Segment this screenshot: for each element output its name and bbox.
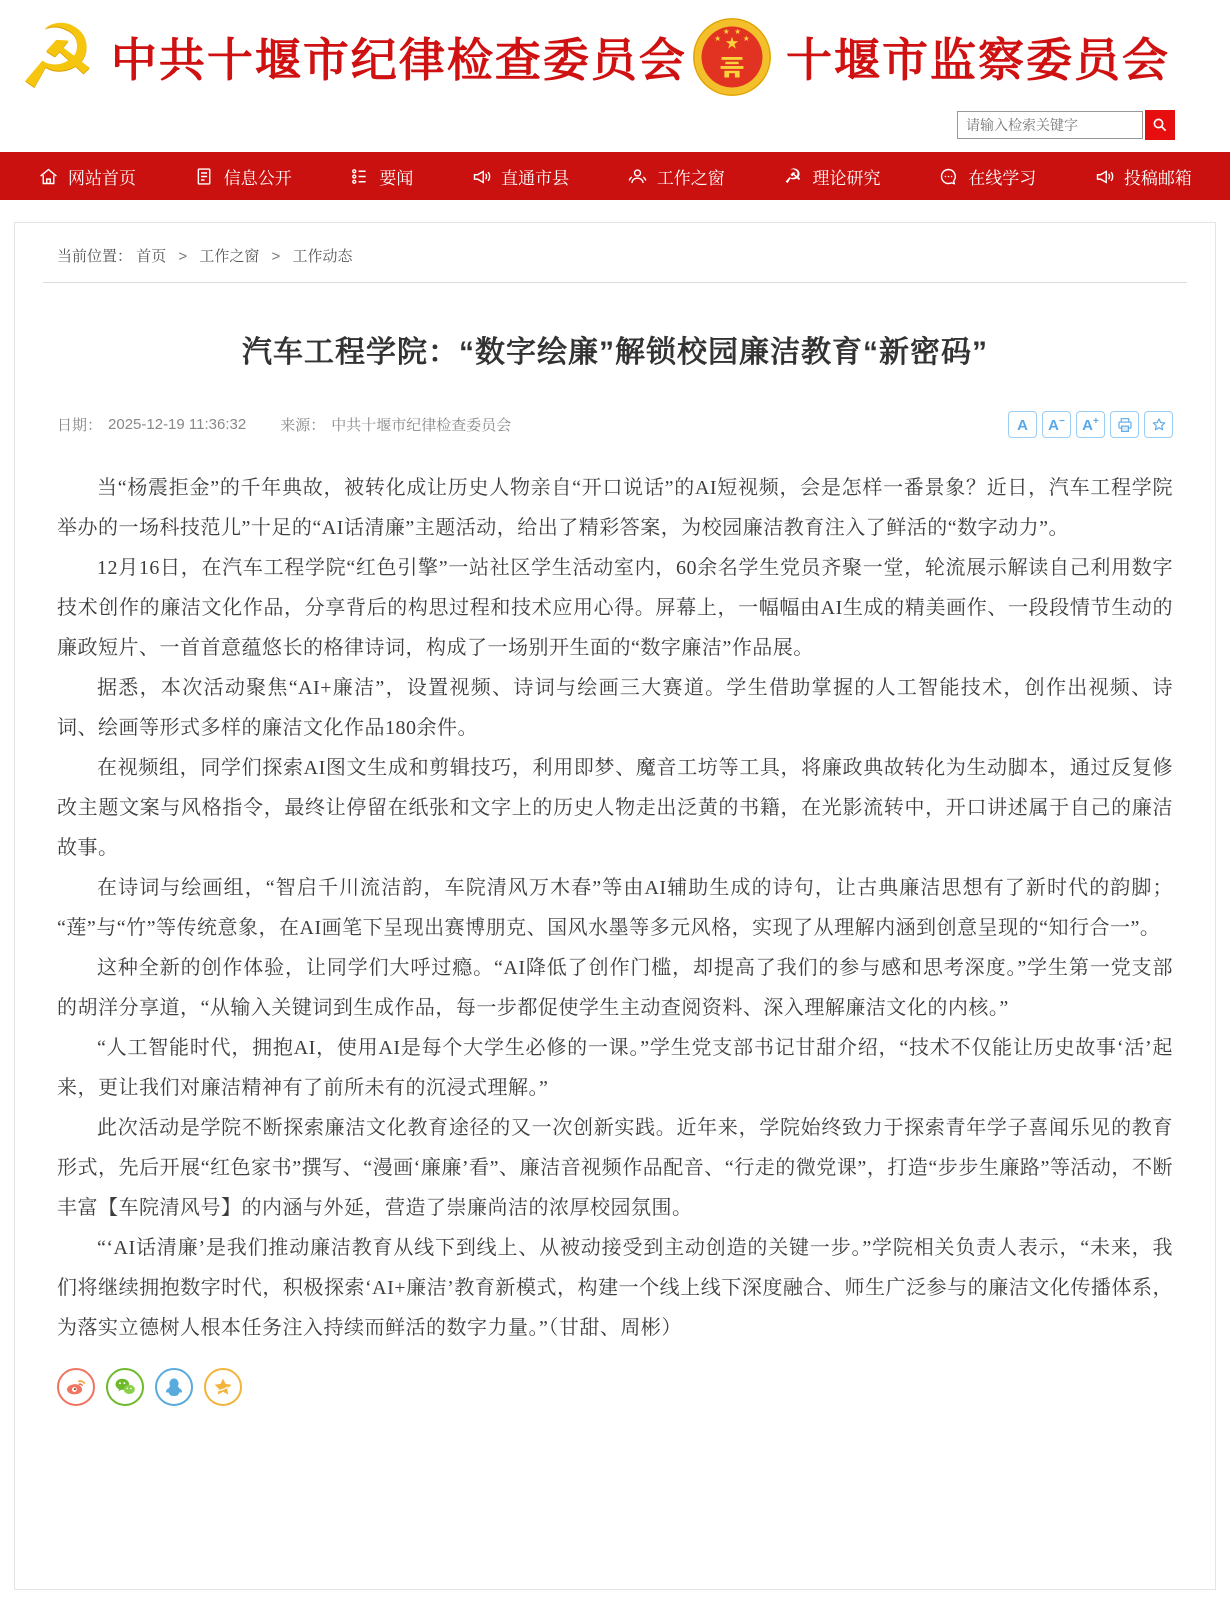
share-bar [57,1368,1173,1406]
paragraph: 当“杨震拒金”的千年典故，被转化成让历史人物亲自“开口说话”的AI短视频，会是怎样一番景象？近日，汽车工程学院举办的一场科技范儿”十足的“AI话清廉”主题活动，给出了精彩答案，为校园廉洁教育注入了鲜活的“数字动力”。 [57,477,1173,539]
megaphone-icon [471,166,492,187]
nav-item-home[interactable] [38,164,136,189]
nav-item-online-learning[interactable] [938,164,1036,189]
article-body [57,468,1173,1348]
chat-icon [938,166,959,187]
breadcrumb-separator: > [271,248,281,265]
search-bar [0,100,1230,152]
news-list-icon [349,166,370,187]
plus-sign: + [1093,416,1099,427]
party-emblem-icon: ☭ [18,5,97,108]
paragraph: 在诗词与绘画组，“智启千川流洁韵，车院清风万木春”等由AI辅助生成的诗句，让古典廉洁思想有了新时代的韵脚；“莲”与“竹”等传统意象，在AI画笔下呈现出赛博朋克、国风水墨等多元风格，实现了从理解内涵到创意呈现的“知行合一”。 [57,877,1173,939]
paragraph: 这种全新的创作体验，让同学们大呼过瘾。“AI降低了创作门槛，却提高了我们的参与感和思考深度。”学生第一党支部的胡洋分享道，“从输入关键词到生成作品，每一步都促使学生主动查阅资料、深入理解廉洁文化的内核。” [57,957,1173,1019]
nav-label: 在线学习 [968,168,1037,188]
paragraph: 据悉，本次活动聚焦“AI+廉洁”，设置视频、诗词与绘画三大赛道。学生借助掌握的人工智能技术，创作出视频、诗词、绘画等形式多样的廉洁文化作品180余件。 [57,677,1173,739]
right-site-title: 十堰市监察委员会 [786,35,1170,86]
paragraph: 12月16日，在汽车工程学院“红色引擎”一站社区学生活动室内，60余名学生党员齐聚一堂，轮流展示解读自己利用数字技术创作的廉洁文化作品，分享背后的构思过程和技术应用心得。屏幕上，一幅幅由AI生成的精美画作、一段段情节生动的廉政短片、一首首意蕴悠长的格律诗词，构成了一场别开生面的“数字廉洁”作品展。 [57,557,1173,659]
svg-text:★: ★ [724,33,740,53]
minus-sign: − [1059,416,1065,427]
search-input[interactable] [957,111,1143,139]
content-panel [14,222,1216,1590]
nav-label: 要闻 [379,168,414,188]
qq-penguin-icon [162,1375,186,1399]
share-qq-button[interactable] [155,1368,193,1406]
nav-item-submission-mailbox[interactable] [1094,164,1192,189]
left-site-title: 中共十堰市纪律检查委员会 [110,35,687,86]
font-size-increase-button[interactable] [1076,411,1105,438]
breadcrumb [43,223,1187,283]
svg-text:★: ★ [714,33,722,43]
star-icon [1150,416,1168,434]
article-tools [1008,411,1173,438]
article-date: 2025-12-19 11:36:32 [108,416,247,433]
left-site-logo-link[interactable] [18,5,687,108]
breadcrumb-item-work-window[interactable]: 工作之窗 [199,248,260,265]
paragraph: 在视频组，同学们探索AI图文生成和剪辑技巧，利用即梦、魔音工坊等工具，将廉政典故转化为生动脚本，通过反复修改主题文案与风格指令，最终让停留在纸张和文字上的历史人物走出泛黄的书籍，在光影流转中，开口讲述属于自己的廉洁故事。 [57,757,1173,859]
search-icon [1151,116,1169,134]
svg-text:★: ★ [722,27,730,37]
party-emblem-icon: ☭ [784,164,802,188]
national-emblem-icon [692,17,772,97]
nav-label: 信息公开 [223,168,292,188]
main-nav [0,152,1230,200]
wechat-icon [113,1375,137,1399]
paragraph: “人工智能时代，拥抱AI，使用AI是每个大学生必修的一课。”学生党支部书记甘甜介绍，“技术不仅能让历史故事‘活’起来，更让我们对廉洁精神有了前所未有的沉浸式理解。” [57,1037,1173,1099]
favorite-button[interactable] [1144,411,1173,438]
font-size-label: A [1082,417,1093,434]
paragraph: “‘AI话清廉’是我们推动廉洁教育从线下到线上、从被动接受到主动创造的关键一步。”学院相关负责人表示，“未来，我们将继续拥抱数字时代，积极探索‘AI+廉洁’教育新模式，构建一个线上线下深度融合、师生广泛参与的廉洁文化传播体系，为落实立德树人根本任务注入持续而鲜活的数字力量。”（甘甜、周彬） [57,1237,1173,1339]
home-icon [38,166,59,187]
svg-text:★: ★ [734,27,742,37]
article-meta [57,411,1173,438]
people-icon [627,166,648,187]
font-size-label: A [1048,417,1059,434]
nav-label: 工作之窗 [656,168,725,188]
search-button[interactable] [1145,110,1175,140]
nav-item-city-county[interactable] [471,164,569,189]
font-size-default-button[interactable] [1008,411,1037,438]
breadcrumb-label: 当前位置： [57,248,133,265]
document-icon [194,166,215,187]
nav-label: 理论研究 [812,168,881,188]
nav-item-theory[interactable] [783,164,881,189]
article-title: 汽车工程学院：“数字绘廉”解锁校园廉洁教育“新密码” [242,336,988,369]
site-header [0,0,1230,108]
share-qzone-button[interactable] [204,1368,242,1406]
nav-item-work-window[interactable] [627,164,725,189]
date-label: 日期： [57,417,103,434]
source-label: 来源： [280,417,326,434]
right-site-logo-link[interactable] [692,17,1170,97]
nav-label: 直通市县 [501,168,570,188]
share-weibo-button[interactable] [57,1368,95,1406]
nav-item-info-disclosure[interactable] [194,164,292,189]
nav-label: 投稿邮箱 [1123,168,1192,188]
font-size-label: A [1017,417,1028,434]
breadcrumb-item-work-dynamics[interactable]: 工作动态 [292,248,353,265]
svg-text:★: ★ [742,33,750,43]
nav-label: 网站首页 [68,168,136,188]
article-source: 中共十堰市纪律检查委员会 [331,417,512,434]
qzone-star-icon [211,1375,235,1399]
print-button[interactable] [1110,411,1139,438]
breadcrumb-item-home[interactable]: 首页 [136,248,167,265]
printer-icon [1116,416,1134,434]
paragraph: 此次活动是学院不断探索廉洁文化教育途径的又一次创新实践。近年来，学院始终致力于探索青年学子喜闻乐见的教育形式，先后开展“红色家书”撰写、“漫画‘廉廉’看”、廉洁音视频作品配音、“行走的微党课”，打造“步步生廉路”等活动，不断丰富【车院清风号】的内涵与外延，营造了崇廉尚洁的浓厚校园氛围。 [57,1117,1173,1219]
weibo-icon [64,1375,88,1399]
share-wechat-button[interactable] [106,1368,144,1406]
nav-item-news[interactable] [349,164,413,189]
breadcrumb-separator: > [178,248,188,265]
megaphone-icon [1094,166,1115,187]
font-size-decrease-button[interactable] [1042,411,1071,438]
